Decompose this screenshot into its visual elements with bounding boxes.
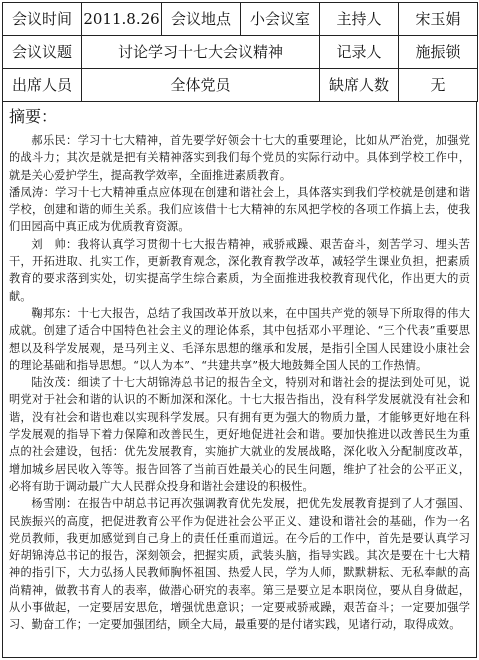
meeting-time-label: 会议时间 [3, 3, 82, 36]
meeting-host-value: 宋玉娟 [399, 3, 478, 36]
recorder-label: 记录人 [320, 36, 399, 69]
meeting-info-row-1 [3, 3, 478, 36]
summary-paragraph: 郝乐民：学习十七大精神，首先要学好领会十七大的重要理论，比如从严治党，加强党的战斗力；其次是就是把有关精神落实到我们每个党员的实际行动中。具体到学校工作中，就是关心爱护学生，提高教学效率，全面推进素质教育。 [9, 134, 470, 182]
recorder-value: 施振锁 [399, 36, 478, 69]
meeting-info-row-2 [3, 36, 478, 69]
meeting-info-table [2, 2, 478, 102]
summary-paragraph: 刘 帅：我将认真学习贯彻十七大报告精神，戒骄戒躁、艰苦奋斗，刻苦学习、埋头苦干，开拓进取、扎实工作，更新教育观念，深化教育教学改革，减轻学生课业负担，把素质教育的要求落到实处，切实提高学生综合素质，为全面推进我校教育现代化，作出更大的贡献。 [9, 237, 470, 303]
summary-paragraph: 陆汝茂：细读了十七大胡锦涛总书记的报告全文，特别对和谐社会的提法到处可见，说明党对于社会和谐的认识的不断加深和深化。十七大报告指出，没有科学发展就没有社会和谐，没有社会和谐也难以实现科学发展。只有拥有更为强大的物质力量，才能够更好地在科学发展观的指导下着力保障和改善民生，更好地促进社会和谐。要加快推进以改善民生为重点的社会建设，包括：优先发展教育，实施扩大就业的发展战略，深化收入分配制度改革，增加城乡居民收入等等。报告回答了当前百姓最关心的民生问题，维护了社会的公平正义，必将有助于调动最广大人民群众投身和谐社会建设的积极性。 [9, 376, 470, 493]
meeting-info-row-3 [3, 69, 478, 102]
meeting-topic-label: 会议议题 [3, 36, 82, 69]
attendees-value: 全体党员 [82, 69, 320, 102]
meeting-host-label: 主持人 [320, 3, 399, 36]
meeting-place-label: 会议地点 [162, 3, 241, 36]
absent-count-label: 缺席人数 [320, 69, 399, 102]
meeting-topic-value: 讨论学习十七大会议精神 [82, 36, 320, 69]
meeting-time-value: 2011.8.26 [82, 3, 162, 36]
absent-count-value: 无 [399, 69, 478, 102]
summary-paragraph: 潘凤涛：学习十七大精神重点应体现在创建和谐社会上，具体落实到我们学校就是创建和谐学校，创建和谐的师生关系。我们应该借十七大精神的东风把学校的各项工作搞上去，使我们田园高中真正成为优质教育资源。 [9, 185, 470, 234]
meeting-place-value: 小会议室 [241, 3, 320, 36]
summary-section [2, 102, 477, 658]
summary-paragraph: 杨雪刚：在报告中胡总书记再次强调教育优先发展，把优先发展教育提到了人才强国、民族振兴的高度，把促进教育公平作为促进社会公平正义、建设和谐社会的基础，作为一名党员教师，我更加感觉到自己身上的责任任重而道远。在今后的工作中，首先是要认真学习好胡锦涛总书记的报告，深刻领会，把握实质，武装头脑，指导实践。其次是要在十七大精神的指引下，大力弘扬人民教师胸怀祖国、热爱人民，学为人师，默默耕耘、无私奉献的高尚精神，做教书育人的表率，做潜心研究的表率。第三是要立足本职岗位，要从自身做起，从小事做起，一定要居安思危，增强忧患意识；一定要戒骄戒躁，艰苦奋斗；一定要加强学习、勤奋工作；一定要加强团结，顾全大局，最重要的是付诸实践，见诸行动，取得成效。 [9, 497, 470, 632]
summary-title: 摘要： [9, 107, 58, 126]
attendees-label: 出席人员 [3, 69, 82, 102]
summary-paragraph: 鞠邦东：十七大报告，总结了我国改革开放以来，在中国共产党的领导下所取得的伟大成就。创建了适合中国特色社会主义的理论体系，其中包括邓小平理论、“三个代表”重要思想以及科学发展观，是马列主义、毛泽东思想的继承和发展，是指引全国人民建设小康社会的理论基础和指导思想。“以人为本”、“共建共享”极大地鼓舞全国人民的工作热情。 [9, 306, 470, 372]
